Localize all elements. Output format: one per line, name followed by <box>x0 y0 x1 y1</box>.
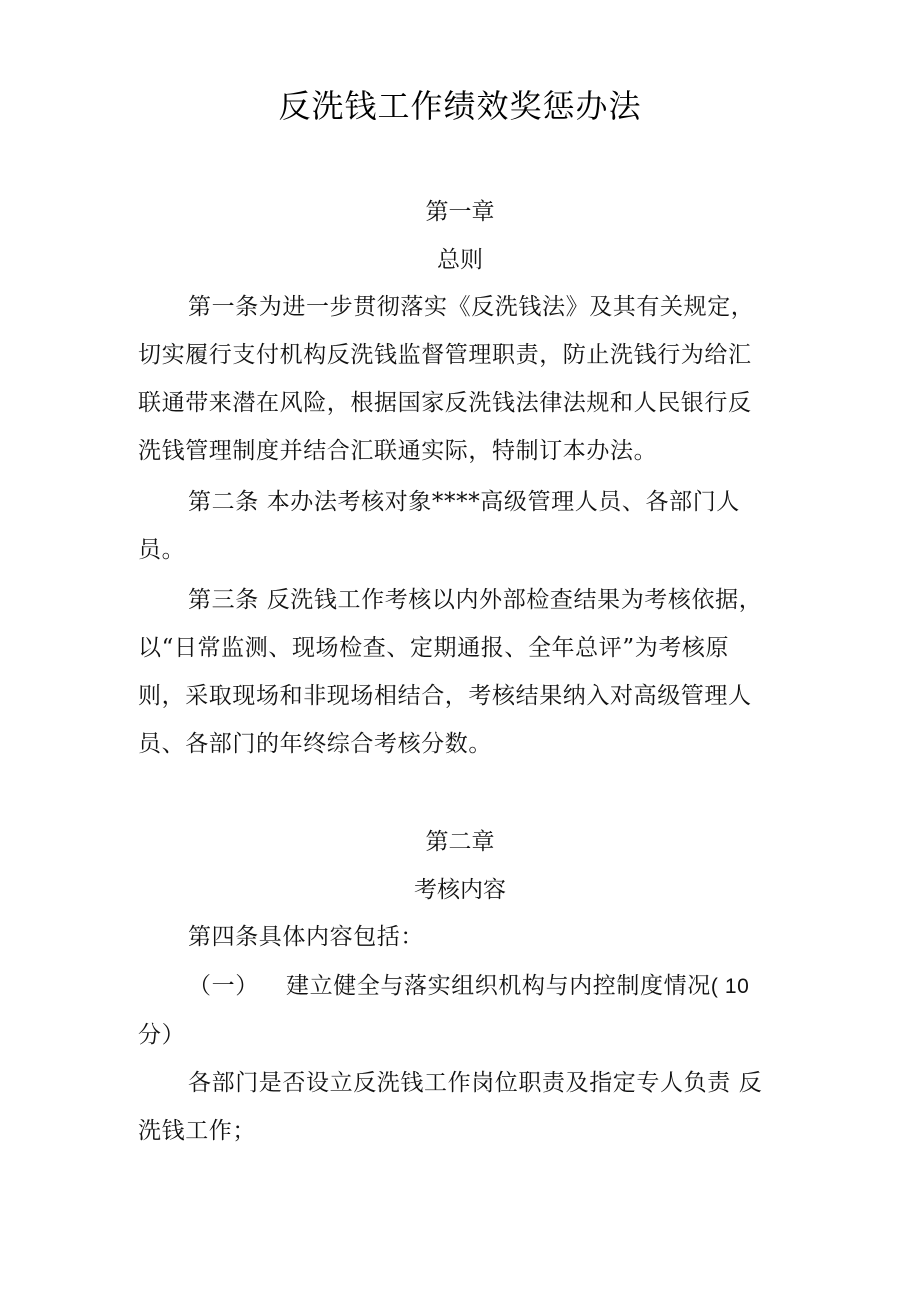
item-1-label: （一） <box>188 973 259 999</box>
article-3-line-4: 员、各部门的年终综合考核分数。 <box>138 731 492 757</box>
chapter-1-name: 总则 <box>437 247 483 273</box>
document-title: 反洗钱工作绩效奖惩办法 <box>278 87 642 125</box>
article-4-detail <box>138 1059 798 1155</box>
article-1 <box>138 283 798 475</box>
article-2-line-2: 员。 <box>138 537 186 563</box>
article-3-line-2: 以“日常监测、现场检查、定期通报、全年总评”为考核原 <box>138 635 730 661</box>
article-3-line-1: 第三条 反洗钱工作考核以内外部检查结果为考核依据， <box>188 587 763 613</box>
article-2 <box>138 478 798 574</box>
item-1-score: ( 10 <box>710 975 750 998</box>
article-4 <box>138 913 798 961</box>
article-1-line-2: 切实履行支付机构反洗钱监督管理职责，防止洗钱行为给汇 <box>138 342 752 368</box>
chapter-1-number: 第一章 <box>425 199 495 225</box>
article-2-line-1: 第二条 本办法考核对象****高级管理人员、各部门人 <box>188 489 740 515</box>
item-1-line-1 <box>138 962 798 1011</box>
article-1-line-1: 第一条为进一步贯彻落实《反洗钱法》及其有关规定， <box>188 294 755 320</box>
article-4-line-1: 第四条具体内容包括： <box>188 924 424 950</box>
item-1-line-2: 分） <box>138 1022 186 1048</box>
article-3 <box>138 576 798 768</box>
item-1 <box>138 962 798 1059</box>
article-4-detail-line-2: 洗钱工作； <box>138 1118 256 1144</box>
item-1-text: 建立健全与落实组织机构与内控制度情况 <box>286 973 711 999</box>
article-3-line-3: 则，采取现场和非现场相结合，考核结果纳入对高级管理人 <box>138 683 752 709</box>
chapter-2-number: 第二章 <box>425 829 495 855</box>
article-1-line-4: 洗钱管理制度并结合汇联通实际，特制订本办法。 <box>138 438 658 464</box>
chapter-2-name: 考核内容 <box>414 877 506 903</box>
article-4-detail-line-1: 各部门是否设立反洗钱工作岗位职责及指定专人负责 反 <box>188 1070 763 1096</box>
article-1-line-3: 联通带来潜在风险，根据国家反洗钱法律法规和人民银行反 <box>138 390 752 416</box>
